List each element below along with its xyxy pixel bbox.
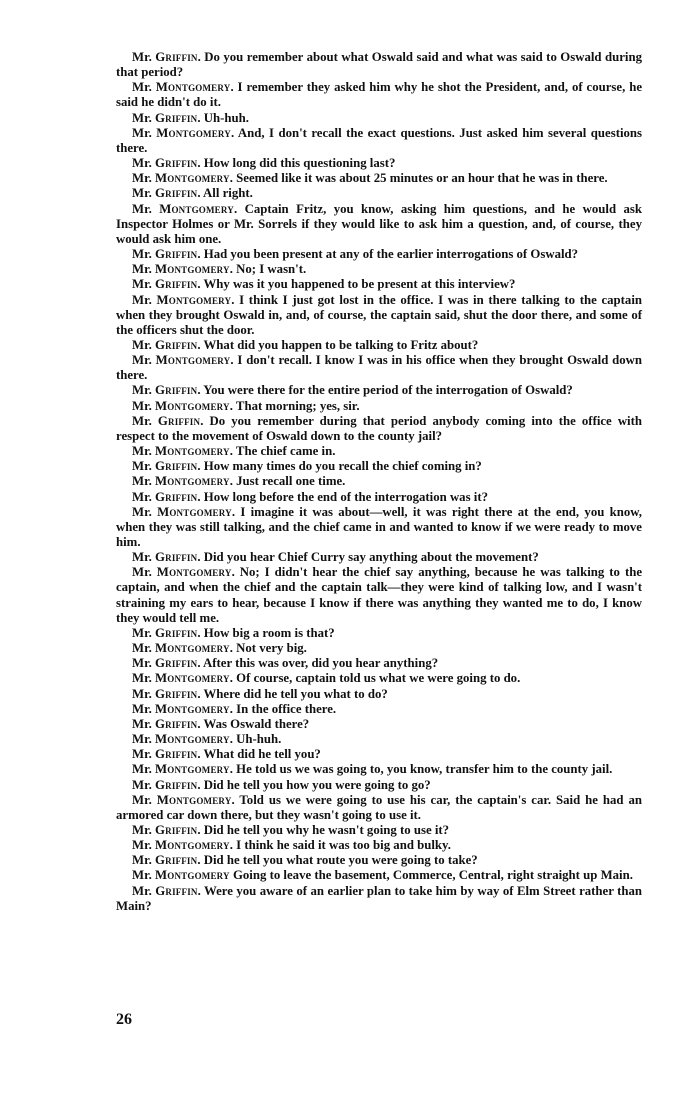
statement-text: . Were you aware of an earlier plan to take him by way of Elm Street rather than Main?: [116, 883, 642, 913]
transcript-paragraph: [116, 823, 642, 838]
speaker-title: Mr.: [132, 747, 155, 762]
speaker-name: Griffin: [154, 489, 198, 504]
speaker-title: Mr.: [132, 262, 155, 277]
statement-text: . Had you been present at any of the earlier interrogations of Oswald?: [197, 247, 579, 262]
speaker-title: Mr.: [132, 353, 156, 368]
transcript-paragraph: [116, 277, 642, 292]
transcript-paragraph: [116, 868, 642, 883]
speaker-name: Montgomery: [154, 838, 230, 853]
statement-text: . Of course, captain told us what we were going to do.: [229, 671, 521, 686]
transcript-paragraph: [116, 762, 642, 777]
speaker-title: Mr.: [132, 868, 155, 883]
speaker-title: Mr.: [132, 201, 160, 216]
transcript-paragraph: [116, 626, 642, 641]
transcript-paragraph: [116, 293, 642, 338]
transcript-paragraph: [116, 505, 642, 550]
transcript-paragraph: [116, 111, 642, 126]
transcript-paragraph: [116, 838, 642, 853]
speaker-title: Mr.: [132, 822, 155, 837]
statement-text: . In the office there.: [229, 701, 337, 716]
transcript-paragraph: [116, 656, 642, 671]
statement-text: . And, I don't recall the exact questions. Just asked him several questions there.: [116, 125, 643, 155]
speaker-title: Mr.: [132, 125, 157, 140]
speaker-name: Montgomery: [155, 353, 231, 368]
speaker-title: Mr.: [132, 838, 155, 853]
transcript-paragraph: [116, 565, 642, 626]
speaker-title: Mr.: [132, 459, 155, 474]
transcript-paragraph: [116, 338, 642, 353]
transcript-paragraph: [116, 717, 642, 732]
speaker-title: Mr.: [132, 398, 155, 413]
statement-text: . I think he said it was too big and bulky.: [229, 838, 451, 853]
speaker-name: Montgomery: [154, 474, 230, 489]
speaker-name: Montgomery: [154, 262, 230, 277]
speaker-title: Mr.: [132, 292, 157, 307]
speaker-name: Montgomery: [156, 292, 232, 307]
statement-text: . The chief came in.: [229, 444, 336, 459]
speaker-name: Montgomery: [156, 792, 232, 807]
speaker-name: Montgomery: [154, 641, 230, 656]
statement-text: . What did you happen to be talking to Fritz about?: [197, 337, 479, 352]
speaker-name: Montgomery: [156, 125, 231, 140]
statement-text: . You were there for the entire period of the interrogation of Oswald?: [197, 383, 573, 398]
transcript-paragraph: [116, 550, 642, 565]
statement-text: . Seemed like it was about 25 minutes or an hour that he was in there.: [229, 171, 608, 186]
statement-text: . How big a room is that?: [197, 625, 335, 640]
statement-text: . Did he tell you how you were going to go?: [197, 777, 431, 792]
statement-text: . Do you remember during that period anybody coming into the office with respect to the movement of Oswald down to the county jail?: [116, 413, 642, 443]
speaker-title: Mr.: [132, 110, 155, 125]
speaker-name: Griffin: [154, 656, 198, 671]
speaker-title: Mr.: [132, 762, 155, 777]
statement-text: . All right.: [197, 186, 253, 201]
statement-text: . How many times do you recall the chief coming in?: [197, 459, 482, 474]
speaker-title: Mr.: [132, 444, 155, 459]
transcript-paragraph: [116, 459, 642, 474]
transcript-paragraph: [116, 186, 642, 201]
speaker-name: Griffin: [154, 110, 198, 125]
speaker-name: Griffin: [154, 822, 198, 837]
statement-text: . I remember they asked him why he shot the President, and, of course, he said he didn't do it.: [116, 80, 642, 110]
transcript-paragraph: [116, 702, 642, 717]
transcript-paragraph: [116, 399, 642, 414]
transcript-paragraph: [116, 490, 642, 505]
speaker-title: Mr.: [132, 489, 155, 504]
speaker-name: Montgomery: [154, 171, 230, 186]
statement-text: . Not very big.: [229, 641, 307, 656]
transcript-paragraph: [116, 383, 642, 398]
statement-text: . Where did he tell you what to do?: [197, 686, 388, 701]
transcript-paragraph: [116, 444, 642, 459]
transcript-paragraph: [116, 641, 642, 656]
statement-text: . He told us we was going to, you know, transfer him to the county jail.: [229, 762, 613, 777]
speaker-title: Mr.: [132, 656, 155, 671]
speaker-name: Griffin: [154, 747, 198, 762]
transcript-paragraph: [116, 171, 642, 186]
transcript-paragraph: [116, 853, 642, 868]
speaker-title: Mr.: [132, 853, 155, 868]
transcript-paragraph: [116, 671, 642, 686]
transcript-paragraph: [116, 414, 642, 444]
statement-text: . How long before the end of the interrogation was it?: [197, 489, 488, 504]
speaker-title: Mr.: [132, 716, 155, 731]
statement-text: . How long did this questioning last?: [197, 156, 396, 171]
statement-text: . No; I didn't hear the chief say anything, because he was talking to the captain, and when the chief and the captain talk—they were kind of talking low, and I wasn't straining my ears to hear, because I know if there was anything they wanted me to do, I know they would tell me.: [116, 565, 642, 625]
speaker-name: Griffin: [154, 777, 198, 792]
statement-text: . Why was it you happened to be present at this interview?: [197, 277, 516, 292]
speaker-title: Mr.: [132, 701, 155, 716]
speaker-title: Mr.: [132, 337, 155, 352]
statement-text: . Uh-huh.: [229, 732, 282, 747]
transcript-paragraph: [116, 884, 642, 914]
transcript-paragraph: [116, 247, 642, 262]
speaker-title: Mr.: [132, 474, 155, 489]
transcript-paragraph: [116, 747, 642, 762]
speaker-name: Griffin: [154, 625, 198, 640]
speaker-name: Griffin: [154, 686, 198, 701]
statement-text: . Just recall one time.: [229, 474, 346, 489]
statement-text: . I imagine it was about—well, it was right there at the end, you know, when they was still talking, and the chief came in and wanted to know if we were ready to move him.: [116, 504, 642, 549]
transcript-paragraph: [116, 202, 642, 247]
speaker-name: Montgomery: [154, 701, 230, 716]
speaker-title: Mr.: [132, 732, 155, 747]
speaker-title: Mr.: [132, 504, 158, 519]
speaker-title: Mr.: [132, 171, 155, 186]
speaker-name: Montgomery: [154, 671, 230, 686]
speaker-name: Montgomery: [157, 504, 232, 519]
statement-text: . Captain Fritz, you know, asking him questions, and he would ask Inspector Holmes or Mr. Sorrels if they would like to ask him a question, and, of course, they would ask him one.: [116, 201, 642, 246]
transcript-body: [116, 50, 642, 914]
speaker-title: Mr.: [132, 686, 155, 701]
statement-text: Going to leave the basement, Commerce, Central, right straight up Main.: [229, 868, 633, 883]
statement-text: . What did he tell you?: [197, 747, 321, 762]
speaker-name: Griffin: [154, 459, 198, 474]
speaker-name: Griffin: [154, 716, 198, 731]
speaker-title: Mr.: [132, 80, 156, 95]
transcript-paragraph: [116, 80, 642, 110]
statement-text: . Told us we were going to use his car, the captain's car. Said he had an armored car down there, but they wasn't going to use it.: [116, 792, 643, 822]
statement-text: . I think I just got lost in the office. I was in there talking to the captain when they brought Oswald in, and, of course, the captain said, shut the door there, and some of the officers shut the door.: [116, 292, 643, 337]
statement-text: . Do you remember about what Oswald said and what was said to Oswald during that period?: [116, 50, 642, 80]
speaker-name: Griffin: [154, 277, 198, 292]
transcript-paragraph: [116, 474, 642, 489]
speaker-title: Mr.: [132, 671, 155, 686]
transcript-paragraph: [116, 732, 642, 747]
speaker-title: Mr.: [132, 156, 155, 171]
statement-text: . Did he tell you what route you were going to take?: [197, 853, 478, 868]
statement-text: . No; I wasn't.: [229, 262, 307, 277]
speaker-name: Griffin: [154, 337, 198, 352]
speaker-title: Mr.: [132, 777, 155, 792]
speaker-name: Montgomery: [154, 444, 230, 459]
speaker-name: Montgomery: [154, 762, 230, 777]
transcript-paragraph: [116, 793, 642, 823]
transcript-paragraph: [116, 353, 642, 383]
speaker-title: Mr.: [132, 565, 157, 580]
speaker-name: Griffin: [154, 156, 198, 171]
speaker-title: Mr.: [132, 50, 156, 64]
speaker-name: Montgomery: [154, 732, 230, 747]
statement-text: . Uh-huh.: [197, 110, 249, 125]
transcript-paragraph: [116, 126, 642, 156]
speaker-title: Mr.: [132, 883, 156, 898]
speaker-title: Mr.: [132, 792, 157, 807]
page-number: 26: [116, 1011, 132, 1028]
statement-text: . I don't recall. I know I was in his office when they brought Oswald down there.: [116, 353, 643, 383]
speaker-title: Mr.: [132, 277, 155, 292]
speaker-title: Mr.: [132, 247, 155, 262]
transcript-paragraph: [116, 50, 642, 80]
speaker-name: Griffin: [154, 186, 198, 201]
speaker-name: Griffin: [157, 413, 201, 428]
statement-text: . Was Oswald there?: [197, 716, 310, 731]
speaker-name: Montgomery: [159, 201, 234, 216]
speaker-name: Griffin: [155, 50, 198, 64]
speaker-name: Griffin: [154, 853, 198, 868]
transcript-paragraph: [116, 156, 642, 171]
speaker-name: Montgomery: [155, 80, 231, 95]
statement-text: . Did he tell you why he wasn't going to use it?: [197, 822, 450, 837]
transcript-paragraph: [116, 262, 642, 277]
transcript-paragraph: [116, 778, 642, 793]
speaker-title: Mr.: [132, 413, 158, 428]
speaker-name: Griffin: [154, 247, 198, 262]
statement-text: . After this was over, did you hear anything?: [197, 656, 439, 671]
statement-text: . Did you hear Chief Curry say anything about the movement?: [197, 550, 539, 565]
statement-text: . That morning; yes, sir.: [229, 398, 360, 413]
speaker-title: Mr.: [132, 186, 155, 201]
speaker-name: Montgomery: [154, 868, 230, 883]
speaker-title: Mr.: [132, 383, 155, 398]
transcript-paragraph: [116, 687, 642, 702]
speaker-name: Montgomery: [156, 565, 232, 580]
speaker-title: Mr.: [132, 641, 155, 656]
speaker-name: Griffin: [155, 883, 198, 898]
speaker-title: Mr.: [132, 625, 155, 640]
speaker-name: Montgomery: [154, 398, 230, 413]
speaker-title: Mr.: [132, 550, 155, 565]
speaker-name: Griffin: [154, 550, 198, 565]
speaker-name: Griffin: [154, 383, 198, 398]
